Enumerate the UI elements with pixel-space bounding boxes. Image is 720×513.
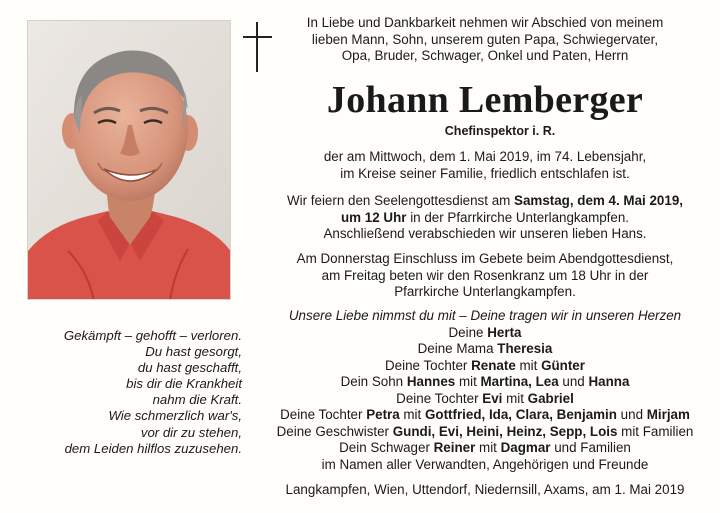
text-segment: mit [399, 407, 425, 422]
text-segment: mit [455, 374, 481, 389]
text-segment: Deine Tochter [396, 390, 483, 406]
poem-line: nahm die Kraft. [152, 392, 242, 408]
intro-line: Opa, Bruder, Schwager, Onkel und Paten, Herrn [341, 48, 629, 63]
death-notice-line: im Kreise seiner Familie, friedlich entschlafen ist. [340, 165, 630, 181]
poem-line: du hast geschafft, [137, 360, 242, 376]
text-segment: Deine Mama [417, 341, 498, 356]
family-line-evi [250, 391, 720, 408]
text-segment: mit [515, 357, 542, 373]
deceased-name: Johann Lemberger [326, 79, 644, 121]
text-segment: Evi [482, 390, 503, 406]
deceased-title: Chefinspektor i. R. [444, 124, 556, 138]
text-segment: Theresia [497, 341, 553, 356]
intro-line: In Liebe und Dankbarkeit nehmen wir Abschied von meinem [306, 15, 664, 30]
text-segment: mit Familien [617, 423, 694, 439]
family-line-relatives: im Namen aller Verwandten, Angehörigen und Freunde [321, 456, 649, 472]
family-list [250, 308, 720, 473]
text-segment: Deine Geschwister [276, 423, 393, 439]
text-segment: Gottfried, Ida, Clara, Benjamin [424, 407, 617, 422]
death-notice [250, 149, 720, 182]
poem-line: dem Leiden hilflos zuzusehen. [64, 440, 242, 456]
motto: Unsere Liebe nimmst du mit – Deine tragen wir in unseren Herzen [288, 308, 682, 323]
portrait-photo [27, 20, 231, 300]
mass-farewell: Anschließend verabschieden wir unseren lieben Hans. [323, 226, 647, 241]
text-segment: Günter [541, 357, 585, 373]
prayer-notice [250, 251, 720, 301]
poem [18, 328, 242, 457]
poem-line: Du hast gesorgt, [145, 344, 242, 360]
prayer-line: Pfarrkirche Unterlangkampfen. [394, 284, 576, 299]
family-line-hannes [250, 374, 720, 391]
prayer-line: Am Donnerstag Einschluss im Gebete beim Abendgottesdienst, [296, 251, 674, 266]
place-date: Langkampfen, Wien, Uttendorf, Niedernsill, Axams, am 1. Mai 2019 [285, 482, 685, 497]
text-segment: und [616, 407, 647, 422]
poem-line: Wie schmerzlich war's, [108, 408, 242, 424]
poem-line: bis dir die Krankheit [126, 376, 242, 392]
intro-text [250, 15, 720, 65]
text-segment: Petra [366, 407, 400, 422]
text-segment: und Familien [550, 440, 631, 455]
intro-line: lieben Mann, Sohn, unserem guten Papa, Schwiegervater, [311, 31, 659, 47]
mass-date: Samstag, dem 4. Mai 2019, [514, 193, 683, 208]
text-segment: Hanna [588, 374, 630, 389]
text-segment: Martina, Lea [480, 374, 559, 389]
text-segment: Hannes [406, 374, 456, 389]
text-segment: Gundi, Evi, Heini, Heinz, Sepp, Lois [392, 423, 618, 439]
family-line-renate [250, 358, 720, 375]
text-segment: Deine Tochter [385, 357, 472, 373]
text-segment: Dein Sohn [340, 374, 407, 389]
text-segment: Deine [448, 324, 488, 340]
text-segment: mit [475, 440, 501, 455]
family-line-petra [250, 407, 720, 424]
text-segment: und [558, 374, 589, 389]
text-segment: Deine Tochter [280, 407, 367, 422]
portrait-illustration [28, 21, 231, 300]
mass-time: um 12 Uhr [340, 209, 407, 225]
mass-location: in der Pfarrkirche Unterlangkampfen. [406, 209, 630, 225]
text-segment: Reiner [433, 440, 476, 455]
text-segment: Mirjam [646, 407, 690, 422]
mass-notice [250, 193, 720, 243]
family-line-mother [250, 341, 720, 358]
poem-line: vor dir zu stehen, [140, 424, 242, 440]
mass-text: Wir feiern den Seelengottesdienst am [287, 193, 515, 208]
family-line-wife [250, 325, 720, 342]
family-line-reiner [250, 440, 720, 457]
death-notice-line: der am Mittwoch, dem 1. Mai 2019, im 74. Lebensjahr, [323, 149, 647, 164]
text-segment: Renate [471, 357, 516, 373]
text-segment: Dein Schwager [339, 440, 434, 455]
text-segment: Gabriel [527, 390, 574, 406]
poem-line: Gekämpft – gehofft – verloren. [63, 328, 242, 343]
family-line-siblings [250, 424, 720, 441]
text-segment: Herta [487, 324, 522, 340]
text-segment: mit [502, 390, 528, 406]
text-segment: Dagmar [500, 440, 551, 455]
prayer-line: am Freitag beten wir den Rosenkranz um 18 Uhr in der [321, 267, 649, 283]
